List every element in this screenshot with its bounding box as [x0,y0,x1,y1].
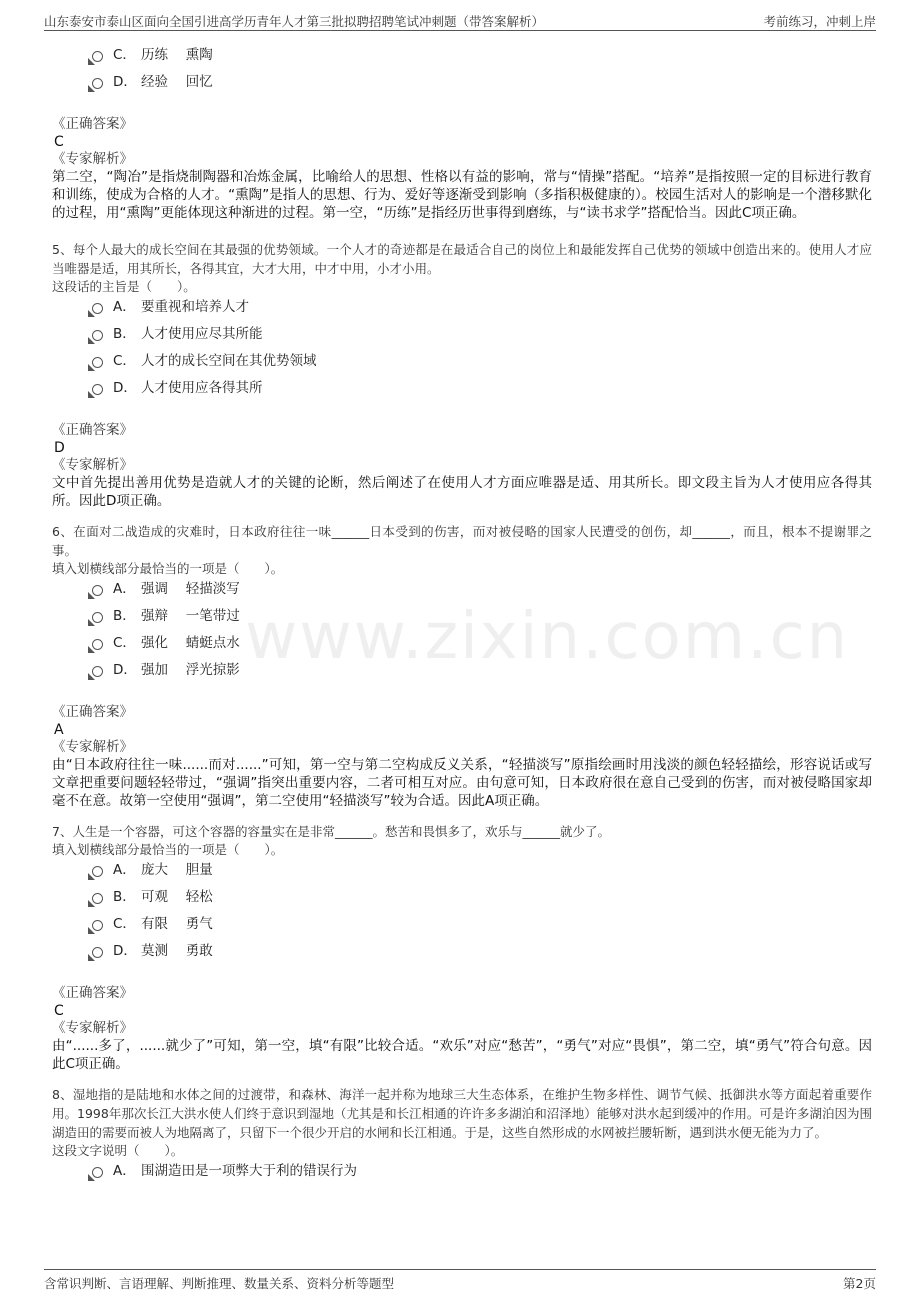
document-title: 山东泰安市泰山区面向全国引进高学历青年人才第三批拟聘招聘笔试冲刺题（带答案解析） [44,14,545,29]
answer-value: A [54,722,64,738]
page-content [52,44,872,1187]
analysis-label: 《专家解析》 [52,151,133,167]
radio-icon[interactable] [92,303,103,314]
option-d[interactable]: D． 莫测 勇敢 [92,940,872,967]
radio-icon[interactable] [92,1167,103,1178]
answer-label: 《正确答案》 [52,422,133,438]
answer-label: 《正确答案》 [52,985,133,1001]
q6-options [52,578,872,686]
analysis-text: 由“......多了，......就少了”可知，第一空，填“有限”比较合适。“欢乐”对应“愁苦”，“勇气”对应“畏惧”，第二空，填“勇气”符合句意。因此C项正确。 [52,1038,872,1072]
page-number: 第2页 [843,1276,876,1291]
option-a[interactable]: A． 强调 轻描淡写 [92,578,872,605]
option-a[interactable]: A． 庞大 胆量 [92,859,872,886]
header-slogan: 考前练习，冲刺上岸 [763,14,876,29]
analysis-text: 第二空，“陶冶”是指烧制陶器和冶炼金属，比喻给人的思想、性格以有益的影响，常与“情操”搭配。“培养”是指按照一定的目标进行教育和训练，使成为合格的人才。“熏陶”是指人的思想、行为、爱好等逐渐受到影响（多指积极健康的）。校园生活对人的影响是一个潜移默化的过程，用“熏陶”更能体现这种渐进的过程。第一空，“历练”是指经历世事得到磨练，与“读书求学”搭配恰当。因此C项正确。 [52,169,872,221]
option-d[interactable]: D． 人才使用应各得其所 [92,377,872,404]
answer-label: 《正确答案》 [52,704,133,720]
q8-options [52,1160,872,1187]
option-c[interactable]: C． 人才的成长空间在其优势领域 [92,350,872,377]
question-6-text: 6、在面对二战造成的灾难时，日本政府往往一味______日本受到的伤害，而对被侵略的国家人民遭受的创伤，却______，而且，根本不提谢罪之事。 [52,524,872,558]
radio-icon[interactable] [92,357,103,368]
option-c[interactable]: C． 强化 蜻蜓点水 [92,632,872,659]
radio-icon[interactable] [92,384,103,395]
radio-icon[interactable] [92,639,103,650]
q5-options [52,296,872,404]
footer-note: 含常识判断、言语理解、判断推理、数量关系、资料分析等题型 [44,1276,395,1291]
watermark: www.zixin.com.cn [245,600,850,674]
answer-value: C [54,134,64,150]
page-header [44,8,876,31]
q4-options [52,44,872,98]
q7-options [52,859,872,967]
question-8-text: 8、湿地指的是陆地和水体之间的过渡带，和森林、海洋一起并称为地球三大生态体系，在维护生物多样性、调节气候、抵御洪水等方面起着重要作用。1998年那次长江大洪水使人们终于意识到湿地（尤其是和长江相通的许许多多湖泊和沼泽地）能够对洪水起到缓冲的作用。可是许多湖泊因为围湖造田的需要而被人为地隔离了，只留下一个很少开启的水闸和长江相通。于是，这些自然形成的水网被拦腰斩断，遇到洪水便无能为力了。 [52,1087,872,1140]
radio-icon[interactable] [92,78,103,89]
radio-icon[interactable] [92,330,103,341]
option-c[interactable]: C． 有限 勇气 [92,913,872,940]
question-8-prompt: 这段文字说明（ ）。 [52,1143,184,1158]
option-a[interactable]: A． 要重视和培养人才 [92,296,872,323]
analysis-label: 《专家解析》 [52,457,133,473]
radio-icon[interactable] [92,612,103,623]
radio-icon[interactable] [92,893,103,904]
answer-value: D [54,440,65,456]
question-5-prompt: 这段话的主旨是（ ）。 [52,279,196,294]
answer-value: C [54,1003,64,1019]
option-b[interactable]: B． 可观 轻松 [92,886,872,913]
question-7-text: 7、人生是一个容器，可这个容器的容量实在是非常______。愁苦和畏惧多了，欢乐与______就少了。 [52,824,610,839]
option-b[interactable]: B． 强辩 一笔带过 [92,605,872,632]
question-7-prompt: 填入划横线部分最恰当的一项是（ ）。 [52,842,284,857]
answer-label: 《正确答案》 [52,116,133,132]
question-5-text: 5、每个人最大的成长空间在其最强的优势领域。一个人才的奇迹都是在最适合自己的岗位上和最能发挥自己优势的领域中创造出来的。使用人才应当唯器是适，用其所长，各得其宜，大才大用，中才中用，小才小用。 [52,242,872,276]
radio-icon[interactable] [92,585,103,596]
radio-icon[interactable] [92,920,103,931]
analysis-label: 《专家解析》 [52,739,133,755]
radio-icon[interactable] [92,947,103,958]
option-c[interactable]: C． 历练 熏陶 [92,44,872,71]
question-6-prompt: 填入划横线部分最恰当的一项是（ ）。 [52,561,284,576]
radio-icon[interactable] [92,51,103,62]
analysis-text: 文中首先提出善用优势是造就人才的关键的论断，然后阐述了在使用人才方面应唯器是适、用其所长。即文段主旨为人才使用应各得其所。因此D项正确。 [52,475,872,509]
page-footer [44,1269,876,1294]
option-a[interactable]: A． 围湖造田是一项弊大于利的错误行为 [92,1160,872,1187]
radio-icon[interactable] [92,666,103,677]
analysis-label: 《专家解析》 [52,1020,133,1036]
option-b[interactable]: B． 人才使用应尽其所能 [92,323,872,350]
analysis-text: 由“日本政府往往一味......而对......”可知，第一空与第二空构成反义关系，“轻描淡写”原指绘画时用浅淡的颜色轻轻描绘，形容说话或写文章把重要问题轻轻带过，“强调”指突出重要内容，二者可相互对应。由句意可知，日本政府很在意自己受到的伤害，而对被侵略国家却毫不在意。故第一空使用“强调”，第二空使用“轻描淡写”较为合适。因此A项正确。 [52,757,872,809]
option-d[interactable]: D． 强加 浮光掠影 [92,659,872,686]
option-d[interactable]: D． 经验 回忆 [92,71,872,98]
radio-icon[interactable] [92,866,103,877]
